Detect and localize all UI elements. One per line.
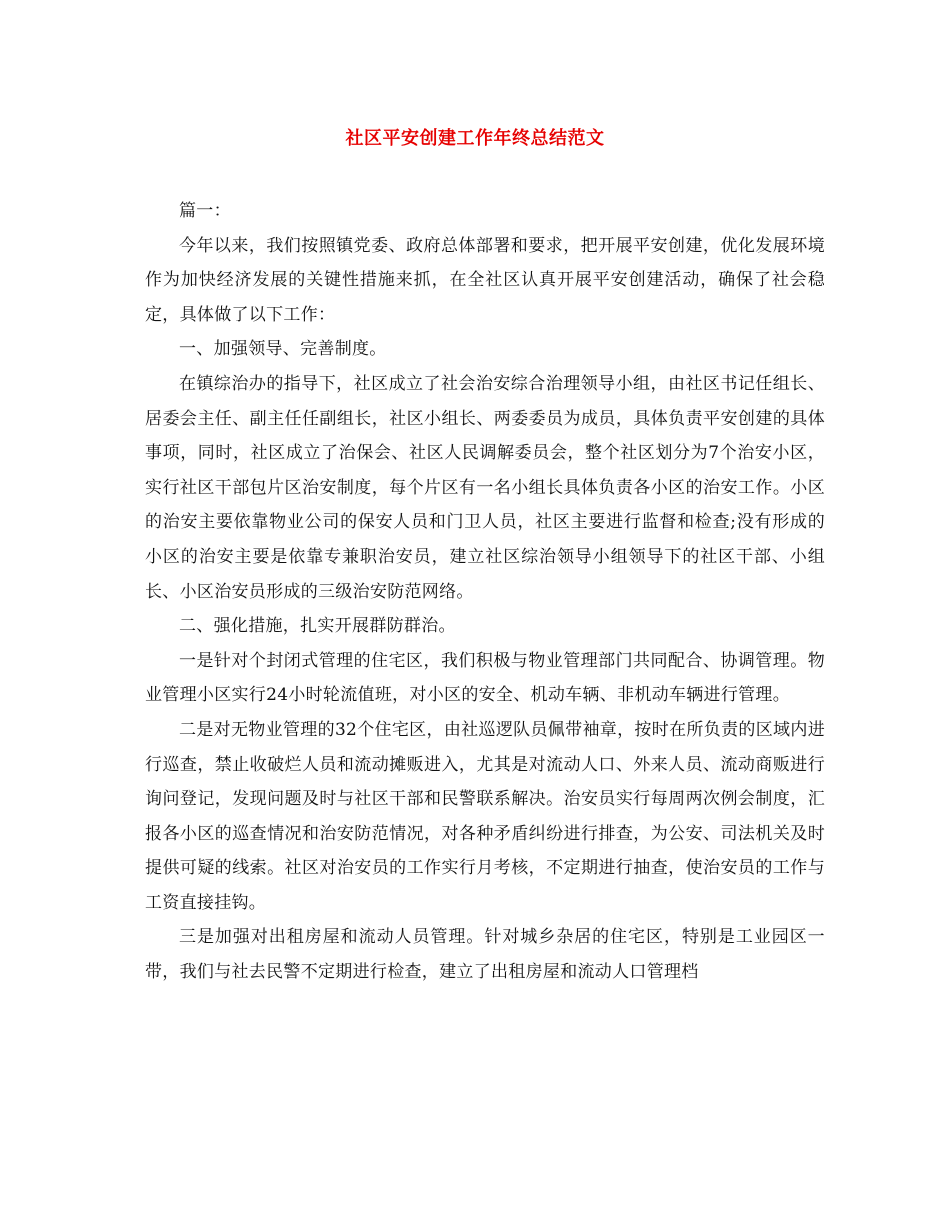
- paragraph: 一是针对个封闭式管理的住宅区，我们积极与物业管理部门共同配合、协调管理。物业管理小区实行24小时轮流值班，对小区的安全、机动车辆、非机动车辆进行管理。: [145, 650, 825, 706]
- document-title: 社区平安创建工作年终总结范文: [345, 128, 605, 149]
- paragraph: 二是对无物业管理的32个住宅区，由社巡逻队员佩带袖章，按时在所负责的区域内进行巡查，禁止收破烂人员和流动摊贩进入，尤其是对流动人口、外来人员、流动商贩进行询问登记，发现问题及时与社区干部和民警联系解决。治安员实行每周两次例会制度，汇报各小区的巡查情况和治安防范情况，对各种矛盾纠纷进行排查，为公安、司法机关及时提供可疑的线索。社区对治安员的工作实行月考核，不定期进行抽查，使治安员的工作与工资直接挂钩。: [145, 719, 825, 913]
- document-body: [145, 194, 825, 990]
- paragraph: 三是加强对出租房屋和流动人员管理。针对城乡杂居的住宅区，特别是工业园区一带，我们与社去民警不定期进行检查，建立了出租房屋和流动人口管理档: [145, 927, 825, 983]
- paragraph: 二、强化措施，扎实开展群防群治。: [179, 616, 456, 637]
- paragraph: 篇一：: [179, 201, 231, 221]
- paragraph: 在镇综治办的指导下，社区成立了社会治安综合治理领导小组，由社区书记任组长、居委会主任、副主任任副组长，社区小组长、两委委员为成员，具体负责平安创建的具体事项，同时，社区成立了治保会、社区人民调解委员会，整个社区划分为7个治安小区，实行社区干部包片区治安制度，每个片区有一名小组长具体负责各小区的治安工作。小区的治安主要依靠物业公司的保安人员和门卫人员，社区主要进行监督和检查;没有形成的小区的治安主要是依靠专兼职治安员，建立社区综治领导小组领导下的社区干部、小组长、小区治安员形成的三级治安防范网络。: [145, 373, 825, 602]
- paragraph: 今年以来，我们按照镇党委、政府总体部署和要求，把开展平安创建，优化发展环境作为加快经济发展的关键性措施来抓，在全社区认真开展平安创建活动，确保了社会稳定，具体做了以下工作：: [145, 235, 825, 325]
- paragraph: 一、加强领导、完善制度。: [179, 339, 387, 360]
